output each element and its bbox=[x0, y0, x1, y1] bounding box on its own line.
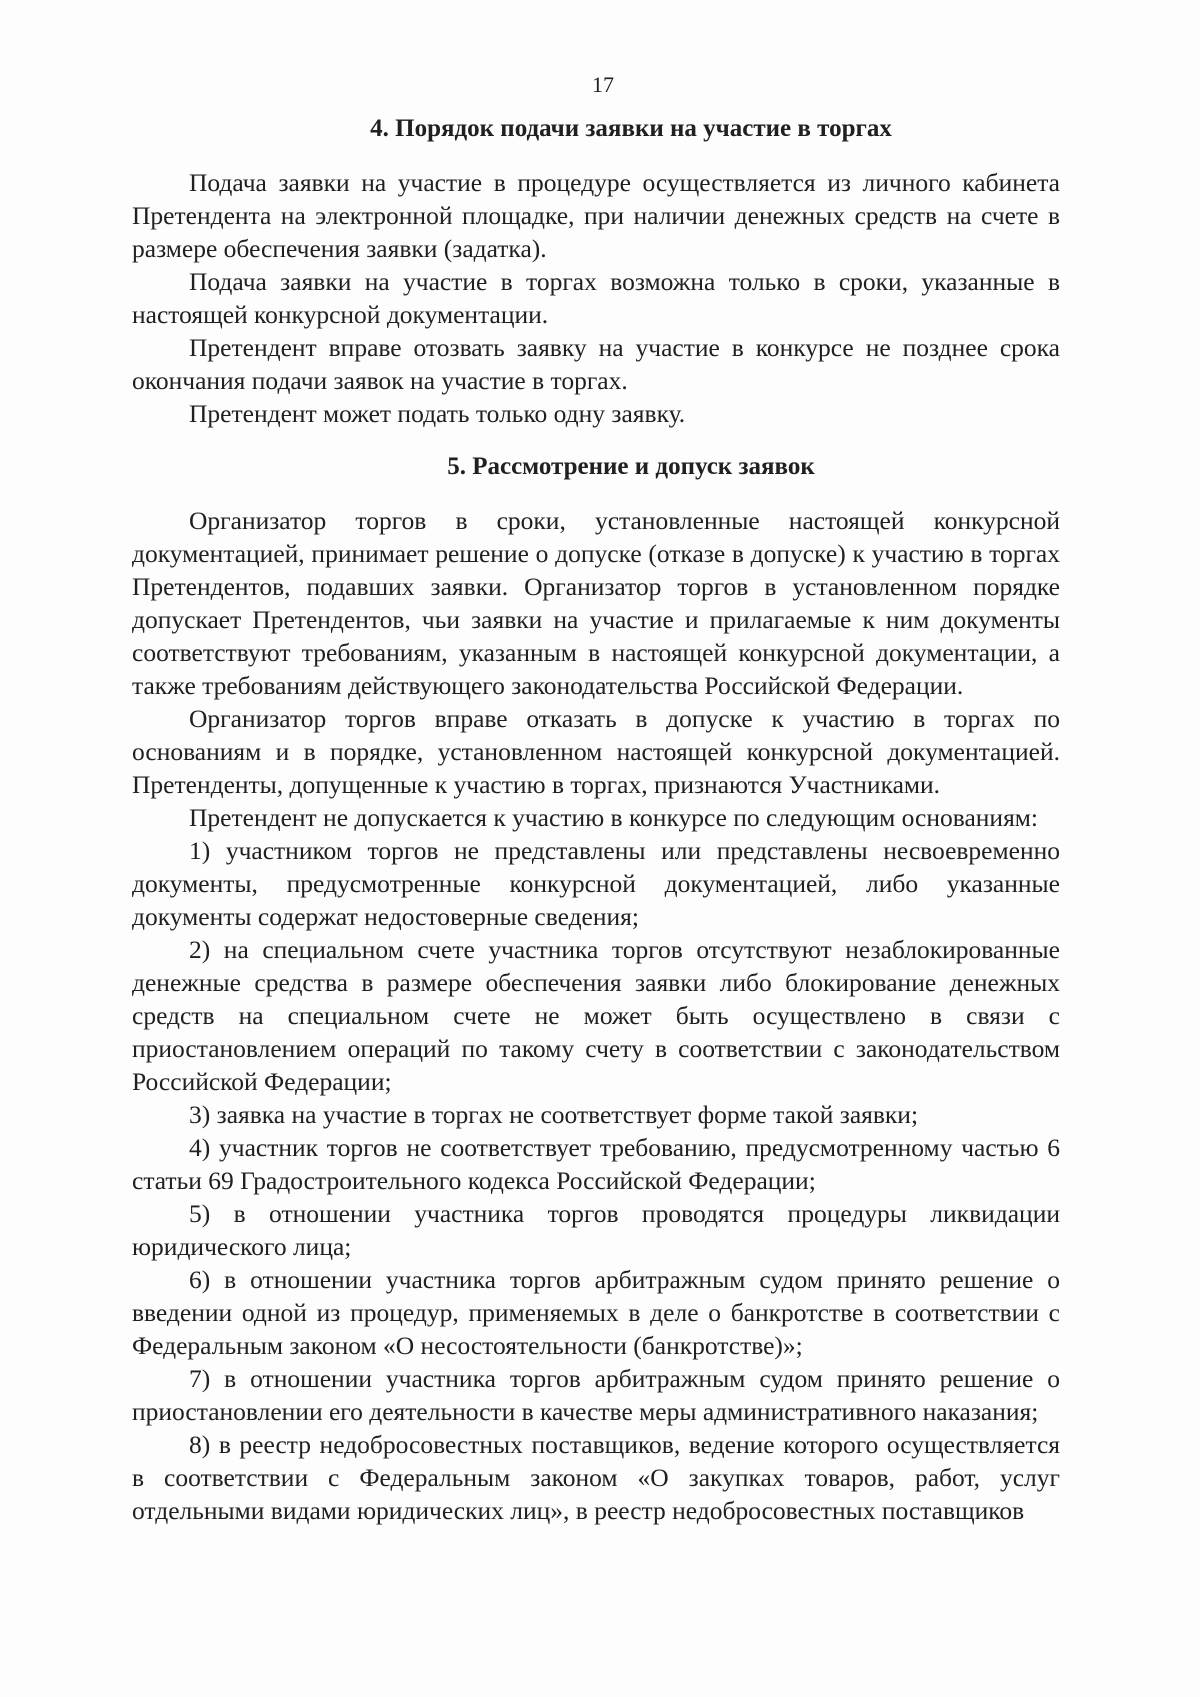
section-5-paragraph: Организатор торгов в сроки, установленные настоящей конкурсной документацией, принимает решение о допуске (отказе в допуске) к участию в торгах Претендентов, подавших заявки. Организатор торгов в установленном порядке допускает Претендентов, чьи заявки на участие и прилагаемые к ним документы соответствуют требованиям, указанным в настоящей конкурсной документации, а также требованиям действующего законодательства Российской Федерации. bbox=[132, 506, 1060, 700]
section-4-heading: 4. Порядок подачи заявки на участие в торгах bbox=[370, 115, 892, 142]
list-item-7: 7) в отношении участника торгов арбитражным судом принято решение о приостановлении его деятельности в качестве меры административного наказания; bbox=[132, 1364, 1060, 1426]
list-item-1: 1) участником торгов не представлены или представлены несвоевременно документы, предусмотренные конкурсной документацией, либо указанные документы содержат недостоверные сведения; bbox=[132, 836, 1060, 931]
section-5-paragraph: Претендент не допускается к участию в конкурсе по следующим основаниям: bbox=[189, 803, 1039, 832]
page-number: 17 bbox=[592, 72, 614, 97]
list-item-2: 2) на специальном счете участника торгов отсутствуют незаблокированные денежные средства в размере обеспечения заявки либо блокирование денежных средств на специальном счете не может быть осуществлено в связи с приостановлением операций по такому счету в соответствии с законодательством Российской Федерации; bbox=[132, 935, 1060, 1096]
list-item-5: 5) в отношении участника торгов проводятся процедуры ликвидации юридического лица; bbox=[132, 1199, 1060, 1261]
section-4-paragraph: Подача заявки на участие в торгах возможна только в сроки, указанные в настоящей конкурсной документации. bbox=[132, 267, 1060, 329]
list-item-8: 8) в реестр недобросовестных поставщиков, ведение которого осуществляется в соответствии с Федеральным законом «О закупках товаров, работ, услуг отдельными видами юридических лиц», в реестр недобросовестных поставщиков bbox=[132, 1430, 1060, 1525]
section-4-paragraph: Претендент может подать только одну заявку. bbox=[189, 399, 686, 428]
list-item-6: 6) в отношении участника торгов арбитражным судом принято решение о введении одной из процедур, применяемых в деле о банкротстве в соответствии с Федеральным законом «О несостоятельности (банкротстве)»; bbox=[132, 1265, 1060, 1360]
page-content bbox=[132, 72, 1060, 1527]
list-item-3: 3) заявка на участие в торгах не соответствует форме такой заявки; bbox=[189, 1100, 919, 1129]
list-item-4: 4) участник торгов не соответствует требованию, предусмотренному частью 6 статьи 69 Градостроительного кодекса Российской Федерации; bbox=[132, 1133, 1060, 1195]
section-4-paragraph: Подача заявки на участие в процедуре осуществляется из личного кабинета Претендента на электронной площадке, при наличии денежных средств на счете в размере обеспечения заявки (задатка). bbox=[132, 168, 1060, 263]
section-5-paragraph: Организатор торгов вправе отказать в допуске к участию в торгах по основаниям и в порядке, установленном настоящей конкурсной документацией. Претенденты, допущенные к участию в торгах, признаются Участниками. bbox=[132, 704, 1060, 799]
section-5-heading: 5. Рассмотрение и допуск заявок bbox=[447, 453, 815, 480]
section-4-paragraph: Претендент вправе отозвать заявку на участие в конкурсе не позднее срока окончания подачи заявок на участие в торгах. bbox=[132, 333, 1060, 395]
